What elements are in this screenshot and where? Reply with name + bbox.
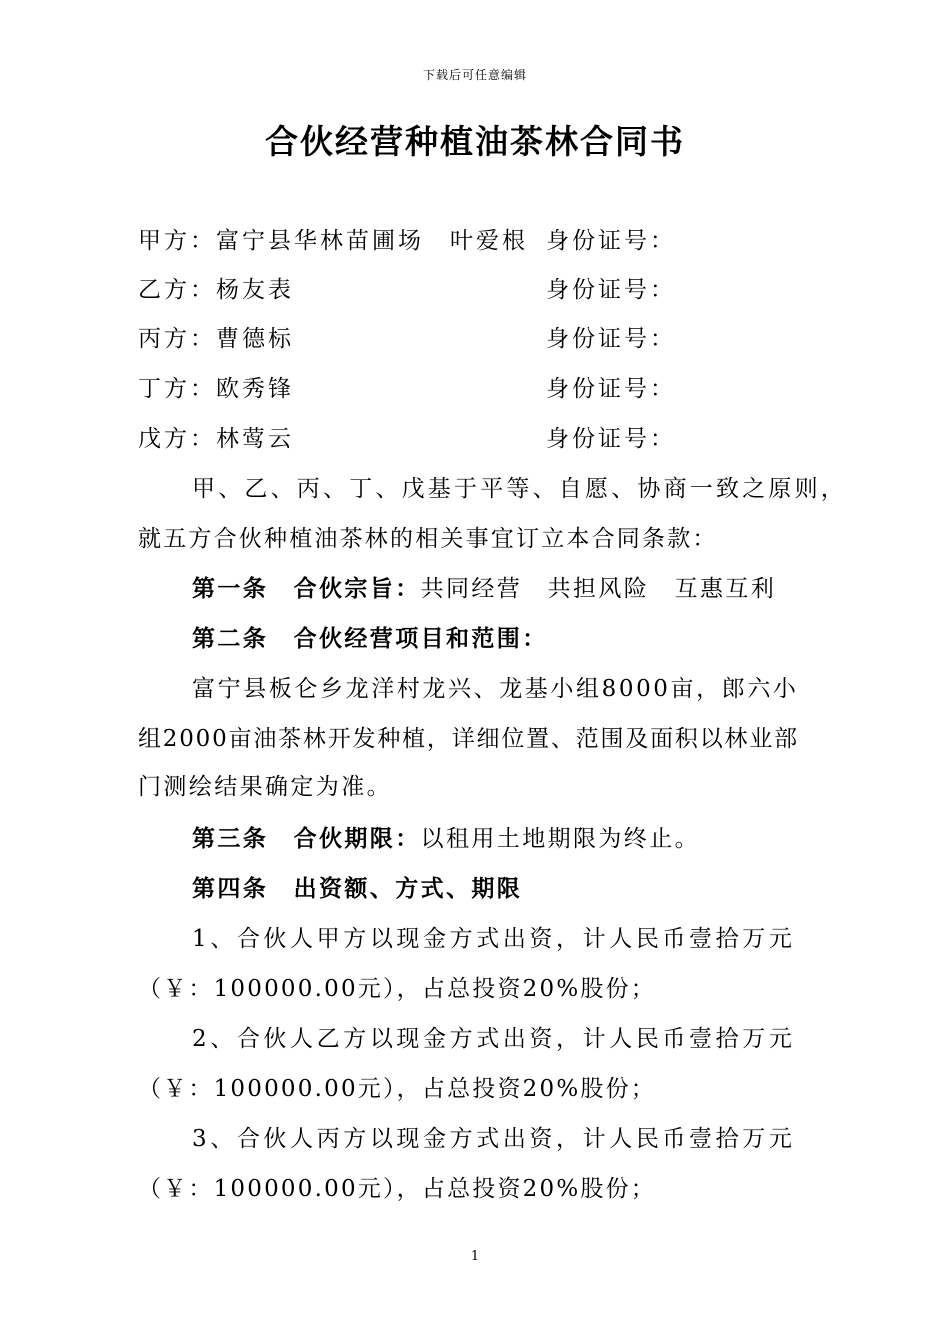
party-label: 戊方： — [138, 426, 216, 452]
item-2-line-2: （￥：100000.00元），占总投资20%股份； — [138, 1076, 656, 1102]
article-3-heading: 第三条 合伙期限： — [192, 825, 421, 852]
party-id-label: 身份证号： — [546, 277, 676, 303]
article-1-heading: 第一条 合伙宗旨： — [192, 575, 421, 602]
article-2-line-1: 富宁县板仑乡龙洋村龙兴、龙基小组8000亩，郎六小 — [192, 676, 799, 702]
party-row — [138, 271, 676, 311]
party-row — [138, 420, 676, 460]
article-1-text: 共同经营 共担风险 互惠互利 — [420, 576, 777, 602]
party-name: 曹德标 — [216, 326, 294, 352]
page-number: 1 — [470, 1249, 480, 1264]
party-row — [138, 222, 676, 262]
party-row — [138, 320, 676, 360]
party-id-label: 身份证号： — [546, 426, 676, 452]
article-2-line-2: 组2000亩油茶林开发种植，详细位置、范围及面积以林业部 — [138, 726, 799, 752]
article-1 — [192, 570, 776, 603]
party-row — [138, 370, 676, 410]
party-id-label: 身份证号： — [546, 228, 676, 254]
party-label: 丙方： — [138, 326, 216, 352]
article-2-line-3: 门测绘结果确定为准。 — [138, 774, 392, 800]
party-name: 富宁县华林苗圃场 叶爱根 — [216, 228, 528, 254]
item-3-line-2: （￥：100000.00元），占总投资20%股份； — [138, 1176, 656, 1202]
party-label: 乙方： — [138, 277, 216, 303]
party-label: 丁方： — [138, 376, 216, 402]
intro-line-2: 就五方合伙种植油茶林的相关事宜订立本合同条款： — [138, 526, 718, 552]
article-4-heading: 第四条 出资额、方式、期限 — [192, 875, 523, 902]
party-name: 欧秀锋 — [216, 376, 294, 402]
header-note: 下载后可任意编辑 — [422, 68, 527, 82]
party-id-label: 身份证号： — [546, 376, 676, 402]
party-label: 甲方： — [138, 228, 216, 254]
item-1-line-1: 1、合伙人甲方以现金方式出资，计人民币壹拾万元 — [192, 926, 796, 952]
party-id-label: 身份证号： — [546, 326, 676, 352]
item-3-line-1: 3、合伙人丙方以现金方式出资，计人民币壹拾万元 — [192, 1126, 796, 1152]
intro-line-1: 甲、乙、丙、丁、戊基于平等、自愿、协商一致之原则， — [192, 476, 847, 502]
item-2-line-1: 2、合伙人乙方以现金方式出资，计人民币壹拾万元 — [192, 1026, 796, 1052]
party-name: 杨友表 — [216, 277, 294, 303]
article-3-text: 以租用土地期限为终止。 — [420, 826, 701, 852]
article-3 — [192, 820, 700, 853]
article-2-heading: 第二条 合伙经营项目和范围： — [192, 625, 548, 652]
document-title: 合伙经营种植油茶林合同书 — [265, 122, 685, 161]
item-1-line-2: （￥：100000.00元），占总投资20%股份； — [138, 976, 656, 1002]
party-name: 林莺云 — [216, 426, 294, 452]
